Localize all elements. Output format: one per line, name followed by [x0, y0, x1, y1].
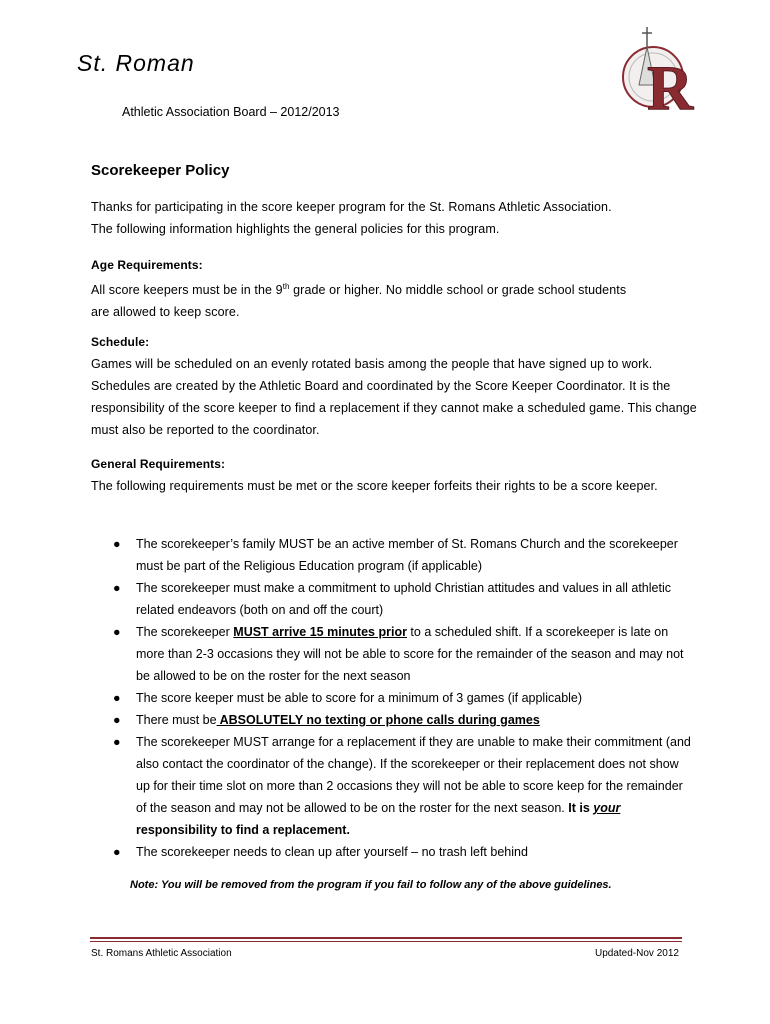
footer-divider-thin	[90, 941, 682, 942]
bullet-icon: ●	[113, 537, 121, 551]
bullet-icon: ●	[113, 581, 121, 595]
age-label: Age Requirements:	[91, 258, 203, 272]
schedule-section	[91, 331, 701, 441]
list-item: ● The scorekeeper MUST arrive 15 minutes prior to a scheduled shift. If a scorekeeper is late on more than 2-3 occasions they will not be able to score for the remainder of the season and may not be allowed to be on the roster for the next season	[91, 621, 691, 687]
bullet-icon: ●	[113, 735, 121, 749]
page-subtitle: Athletic Association Board – 2012/2013	[122, 105, 340, 119]
general-section	[91, 453, 701, 497]
age-section	[91, 254, 701, 323]
list-item: ● The scorekeeper MUST arrange for a replacement if they are unable to make their commitment (and also contact the coordinator of the change). If the scorekeeper or their replacement does not show up for their time slot on more than 2 occasions they will not be able to score keep for the remainder of the season and may not be allowed to be on the roster for the next season. It is your responsibility to find a replacement.	[91, 731, 691, 841]
intro-line-2: The following information highlights the general policies for this program.	[91, 222, 500, 236]
list-item: ● The score keeper must be able to score for a minimum of 3 games (if applicable)	[91, 687, 691, 709]
footer-divider	[90, 937, 682, 939]
intro-paragraph	[91, 196, 701, 240]
note-text: Note: You will be removed from the program if you fail to follow any of the above guidelines.	[130, 879, 612, 891]
bullet-icon: ●	[113, 691, 121, 705]
list-item: ● The scorekeeper must make a commitment to uphold Christian attitudes and values in all athletic related endeavors (both on and off the court)	[91, 577, 691, 621]
general-label: General Requirements:	[91, 457, 226, 471]
list-item: ● There must be ABSOLUTELY no texting or phone calls during games	[91, 709, 691, 731]
page-title: St. Roman	[77, 50, 195, 76]
age-text-2: are allowed to keep score.	[91, 305, 240, 320]
footer-org: St. Romans Athletic Association	[91, 948, 232, 959]
general-text: The following requirements must be met or the score keeper forfeits their rights to be a score keeper.	[91, 479, 658, 493]
age-text: All score keepers must be in the 9th grade or higher. No middle school or grade school students	[91, 282, 627, 298]
footer-updated: Updated-Nov 2012	[595, 948, 679, 959]
bullet-icon: ●	[113, 713, 121, 727]
bullet-icon: ●	[113, 625, 121, 639]
intro-line-1: Thanks for participating in the score keeper program for the St. Romans Athletic Association.	[91, 200, 612, 214]
requirements-list	[91, 533, 691, 863]
crest-letter: R	[647, 52, 694, 115]
schedule-text: Games will be scheduled on an evenly rotated basis among the people that have signed up to work. Schedules are created by the Athletic Board and coordinated by the Score Keeper Coordinator. It is the responsibility of the score keeper to find a replacement if they cannot make a scheduled game. This change must also be reported to the coordinator.	[91, 357, 697, 437]
bullet-icon: ●	[113, 845, 121, 859]
list-item: ● The scorekeeper needs to clean up after yourself – no trash left behind	[91, 841, 691, 863]
policy-heading: Scorekeeper Policy	[91, 162, 230, 179]
schedule-label: Schedule:	[91, 335, 150, 349]
list-item: ● The scorekeeper’s family MUST be an active member of St. Romans Church and the scorekeeper must be part of the Religious Education program (if applicable)	[91, 533, 691, 577]
st-romans-crest-icon	[617, 25, 703, 115]
